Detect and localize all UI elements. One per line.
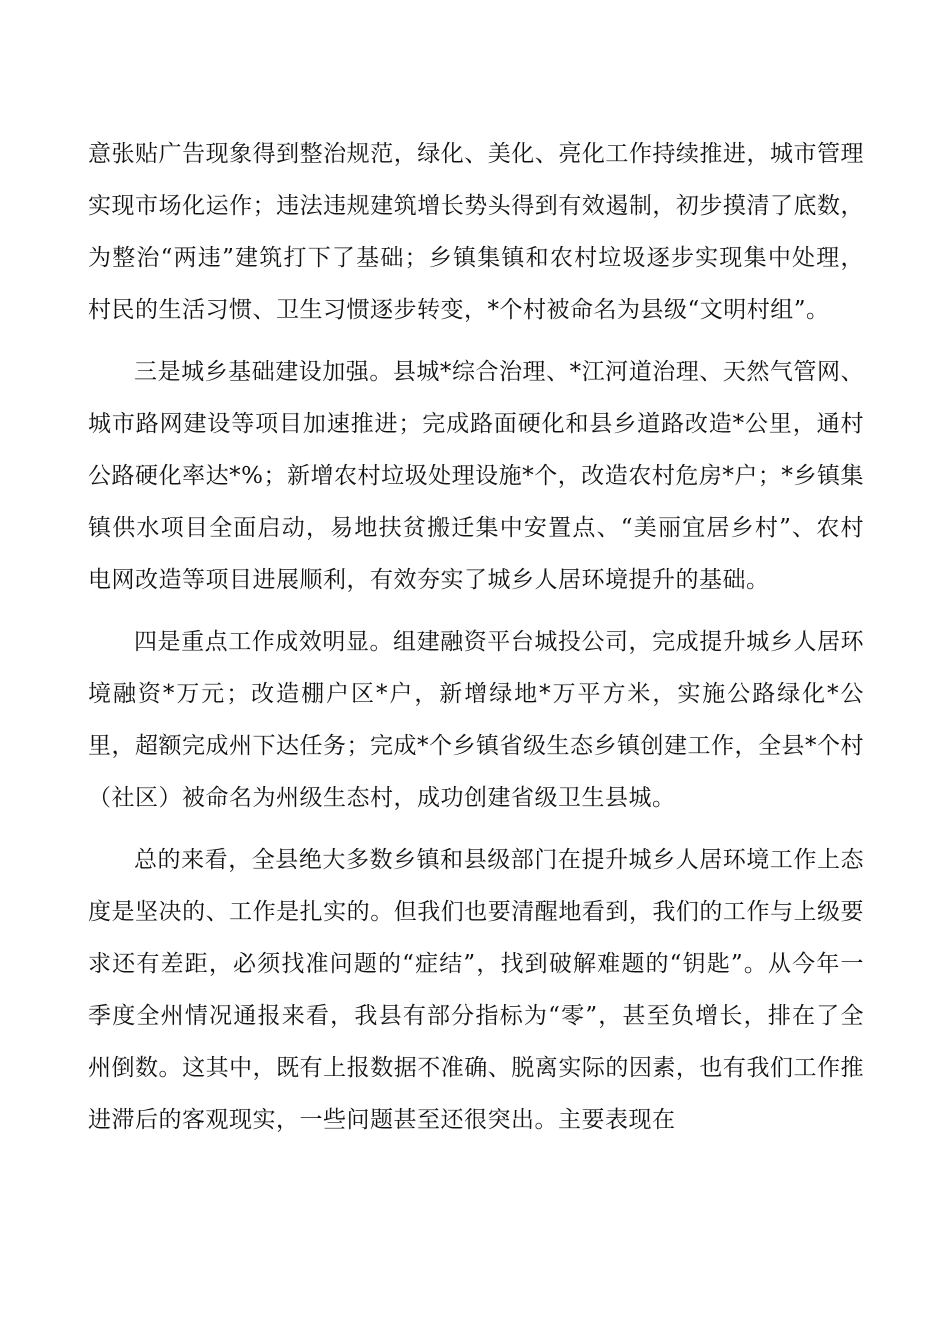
document-page — [88, 128, 864, 1146]
paragraph-1: 意张贴广告现象得到整治规范，绿化、美化、亮化工作持续推进，城市管理实现市场化运作；违法违规建筑增长势头得到有效遏制，初步摸清了底数，为整治“两违”建筑打下了基础；乡镇集镇和农村垃圾逐步实现集中处理，村民的生活习惯、卫生习惯逐步转变，*个村被命名为县级“文明村组”。 — [88, 141, 864, 323]
paragraph-gap — [88, 824, 864, 834]
paragraph-gap — [88, 606, 864, 616]
paragraph-4: 总的来看，全县绝大多数乡镇和县级部门在提升城乡人居环境工作上态度是坚决的、工作是扎实的。但我们也要清醒地看到，我们的工作与上级要求还有差距，必须找准问题的“症结”，找到破解难题的“钥匙”。从今年一季度全州情况通报来看，我县有部分指标为“零”，甚至负增长，排在了全州倒数。这其中，既有上报数据不准确、脱离实际的因素，也有我们工作推进滞后的客观现实，一些问题甚至还很突出。主要表现在 — [88, 847, 864, 1133]
paragraph-gap — [88, 336, 864, 346]
paragraph-3: 四是重点工作成效明显。组建融资平台城投公司，完成提升城乡人居环境融资*万元；改造棚户区*户，新增绿地*万平方米，实施公路绿化*公里，超额完成州下达任务；完成*个乡镇省级生态乡镇创建工作，全县*个村（社区）被命名为州级生态村，成功创建省级卫生县城。 — [88, 629, 864, 811]
paragraph-2: 三是城乡基础建设加强。县城*综合治理、*江河道治理、天然气管网、城市路网建设等项目加速推进；完成路面硬化和县乡道路改造*公里，通村公路硬化率达*%；新增农村垃圾处理设施*个，改造农村危房*户；*乡镇集镇供水项目全面启动，易地扶贫搬迁集中安置点、“美丽宜居乡村”、农村电网改造等项目进展顺利，有效夯实了城乡人居环境提升的基础。 — [88, 359, 864, 593]
